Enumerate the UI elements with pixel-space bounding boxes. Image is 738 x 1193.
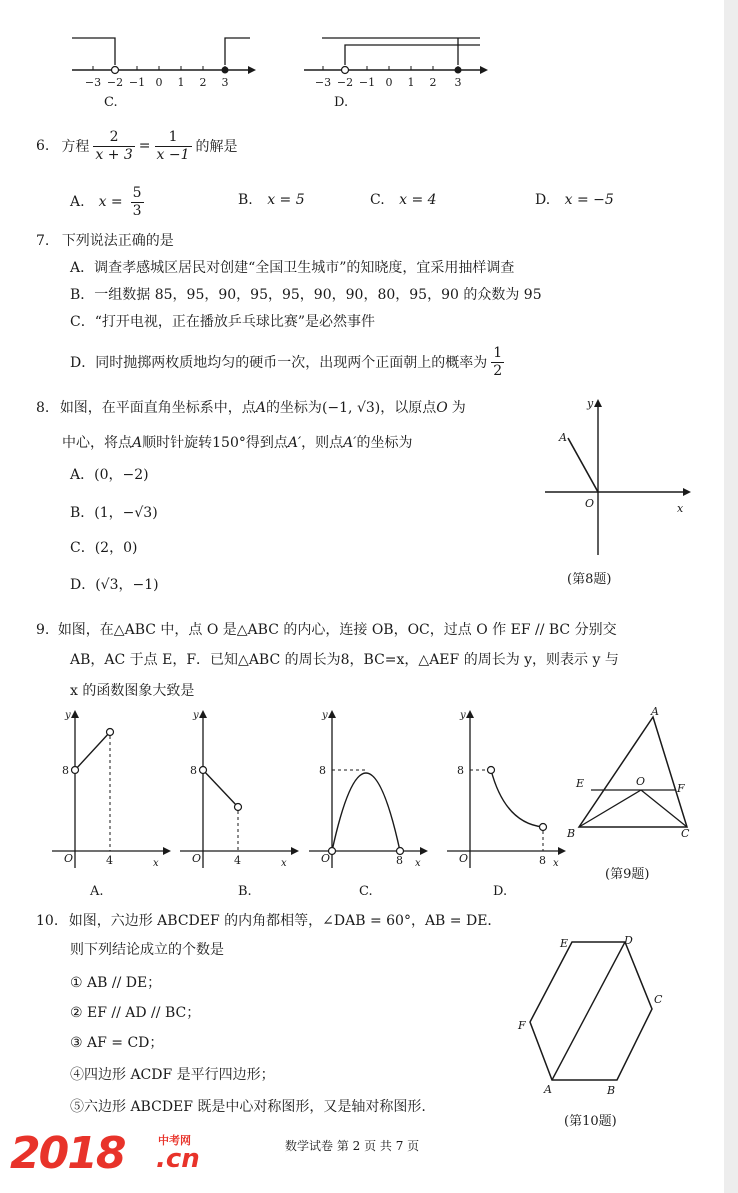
q9-line-3: x 的函数图象大致是 (70, 683, 195, 699)
q8-number: 8. (36, 400, 50, 416)
y-axis-label: y (322, 710, 328, 721)
q6-fraction-2 (155, 129, 192, 162)
q8-coordinate: (−1, √3) (321, 400, 381, 416)
q9-graph-c (305, 706, 430, 901)
point-a-label: A (559, 431, 567, 444)
q6-option-a (70, 180, 144, 224)
origin-label: O (459, 852, 469, 865)
q8-option-d: D．(√3，−1) (70, 577, 159, 593)
figure-caption: (第8题) (567, 572, 612, 587)
q10-line-2: 则下列结论成立的个数是 (70, 942, 224, 958)
x-tick-label: 4 (234, 854, 241, 867)
q8-text: 顺时针旋转150°得到点 (142, 435, 288, 451)
tick-label: −2 (106, 76, 124, 89)
logo-domain: .cn (156, 1144, 200, 1174)
option-text: x = (98, 194, 123, 210)
logo-number: 2018 (10, 1128, 125, 1179)
y-tick-label: 8 (62, 764, 69, 777)
logo-tag: 中考网 (158, 1134, 191, 1147)
fraction-denominator: x + 3 (95, 146, 133, 163)
q7-option-d (70, 340, 504, 384)
point-e-label: E (576, 777, 585, 790)
graph-option-label: A. (90, 884, 104, 899)
q8-figure (535, 395, 700, 595)
origin-label: O (192, 852, 202, 865)
y-axis-label: y (193, 710, 199, 721)
y-tick-label: 8 (319, 764, 326, 777)
q10-item: ① AB // DE； (70, 975, 162, 991)
option-fraction (491, 345, 504, 378)
origin-label: O (321, 852, 331, 865)
q6-fraction-1 (93, 129, 134, 162)
x-axis-label: x (281, 858, 287, 869)
q9-number: 9. (36, 622, 50, 638)
tick-label: 1 (407, 76, 415, 89)
point-f-label: F (677, 782, 685, 795)
option-c-label: C. (104, 95, 118, 110)
q8-text: 的坐标为 (356, 435, 413, 451)
fraction-denominator: x −1 (156, 146, 190, 163)
q7-text: 下列说法正确的是 (61, 233, 174, 249)
q9-line-1 (36, 619, 617, 639)
y-tick-label: 8 (190, 764, 197, 777)
option-fraction (131, 185, 144, 218)
q6-option-d (535, 192, 614, 208)
q8-text: 中心，将点 (62, 435, 132, 451)
x-axis-label: x (553, 858, 559, 869)
vertex-a-label: A (651, 705, 659, 718)
q10-item: ④四边形 ACDF 是平行四边形； (70, 1067, 275, 1083)
option-d-label: D. (334, 95, 349, 110)
tick-label: −3 (84, 76, 102, 89)
q9-text: 如图，在△ABC 中，点 O 是△ABC 的内心，连接 OB，OC，过点 O 作 EF // BC 分别交 (57, 622, 617, 638)
option-text: x = 5 (267, 192, 305, 208)
numline-d (292, 30, 492, 110)
q9-graph-d (443, 706, 568, 901)
q7-option-b: B．一组数据 85，95，90，95，95，90，90，80，95，90 的众数为 95 (70, 287, 542, 303)
tick-label: 2 (429, 76, 437, 89)
q6-text-b: 的解是 (195, 139, 238, 155)
q10-number: 10. (36, 913, 59, 929)
q6-equals: = (138, 138, 151, 154)
graph-option-label: B. (238, 884, 252, 899)
point-name: A (132, 435, 143, 451)
q6-number: 6. (36, 138, 50, 154)
fraction-numerator: 2 (93, 129, 134, 146)
tick-label: 3 (454, 76, 462, 89)
tick-label: −1 (128, 76, 146, 89)
q10-figure (512, 930, 682, 1130)
y-tick-label: 8 (457, 764, 464, 777)
page-edge (724, 0, 738, 1193)
q8-text: ，以原点 (380, 400, 437, 416)
fraction-denominator: 2 (493, 362, 503, 379)
tick-label: 3 (221, 76, 229, 89)
q10-item: ⑤六边形 ABCDEF 既是中心对称图形，又是轴对称图形. (70, 1099, 426, 1115)
fraction-numerator: 5 (132, 185, 142, 202)
point-o-label: O (636, 775, 646, 788)
graph-option-label: D. (493, 884, 508, 899)
vertex-c-label: C (654, 993, 663, 1006)
point-name: A′ (343, 435, 357, 451)
tick-label: −3 (314, 76, 332, 89)
q7-number: 7. (36, 233, 50, 249)
site-logo (10, 1128, 200, 1178)
q9-graph-a (48, 706, 173, 901)
vertex-d-label: D (624, 934, 633, 947)
tick-label: 2 (199, 76, 207, 89)
vertex-b-label: B (567, 827, 576, 840)
option-label: D. (535, 192, 551, 208)
y-axis-label: y (587, 397, 594, 410)
q10-line-1 (36, 910, 501, 930)
graph-option-label: C. (359, 884, 373, 899)
vertex-c-label: C (681, 827, 690, 840)
x-axis-label: x (415, 858, 421, 869)
page-footer: 数学试卷 第 2 页 共 7 页 (285, 1139, 420, 1153)
y-axis-label: y (460, 710, 466, 721)
vertex-a-label: A (544, 1083, 552, 1096)
q9-graph-b (176, 706, 301, 901)
tick-label: 1 (177, 76, 185, 89)
q8-text: 如图，在平面直角坐标系中，点 (59, 400, 256, 416)
x-tick-label: 8 (396, 854, 403, 867)
q7-option-c: C．“打开电视，正在播放乒乓球比赛”是必然事件 (70, 314, 376, 330)
fraction-numerator: 1 (493, 345, 503, 362)
q9-line-2: AB，AC 于点 E，F．已知△ABC 的周长为8，BC=x，△AEF 的周长为 y，则表示 y 与 (70, 652, 619, 668)
q8-line-1 (36, 397, 466, 417)
q8-option-a: A．(0，−2) (70, 467, 149, 483)
tick-label: −1 (358, 76, 376, 89)
option-text: D．同时抛掷两枚质地均匀的硬币一次，出现两个正面朝上的概率为 (70, 355, 488, 371)
q7-option-a: A．调查孝感城区居民对创建“全国卫生城市”的知晓度，宜采用抽样调查 (70, 260, 515, 276)
q8-text: 为 (451, 400, 466, 416)
q8-option-c: C．(2，0) (70, 540, 138, 556)
q6-option-b (238, 192, 305, 208)
fraction-denominator: 3 (132, 202, 142, 219)
x-axis-label: x (677, 502, 684, 515)
y-axis-label: y (65, 710, 71, 721)
q7-stem (36, 230, 174, 250)
origin-label: O (585, 497, 595, 510)
origin-label: O (64, 852, 74, 865)
q9-figure (565, 705, 705, 885)
tick-label: −2 (336, 76, 354, 89)
figure-caption: (第9题) (605, 867, 650, 882)
q8-text: ，则点 (301, 435, 344, 451)
point-name: A′ (287, 435, 302, 451)
fraction-numerator: 1 (155, 129, 192, 146)
x-tick-label: 4 (106, 854, 113, 867)
figure-caption: (第10题) (564, 1114, 617, 1129)
vertex-e-label: E (560, 937, 569, 950)
q10-item: ② EF // AD // BC； (70, 1005, 201, 1021)
q8-line-2 (62, 432, 412, 452)
point-name: O (436, 400, 448, 416)
vertex-b-label: B (607, 1084, 616, 1097)
q6-option-c (370, 192, 437, 208)
option-text: x = −5 (564, 192, 614, 208)
option-label: C. (370, 192, 385, 208)
x-axis-label: x (153, 858, 159, 869)
option-text: x = 4 (399, 192, 437, 208)
numline-c (60, 30, 260, 110)
point-name: A (255, 400, 266, 416)
q6-text-a: 方程 (61, 139, 90, 155)
q8-option-b: B．(1，−√3) (70, 505, 158, 521)
x-tick-label: 8 (539, 854, 546, 867)
q10-text: 如图，六边形 ABCDEF 的内角都相等，∠DAB = 60°，AB = DE． (68, 913, 502, 929)
option-label: A. (70, 194, 85, 210)
vertex-f-label: F (518, 1019, 526, 1032)
q6-stem (36, 124, 238, 168)
tick-label: 0 (385, 76, 393, 89)
tick-label: 0 (155, 76, 163, 89)
option-label: B. (238, 192, 253, 208)
q10-item: ③ AF = CD； (70, 1035, 164, 1051)
q8-text: 的坐标为 (265, 400, 322, 416)
